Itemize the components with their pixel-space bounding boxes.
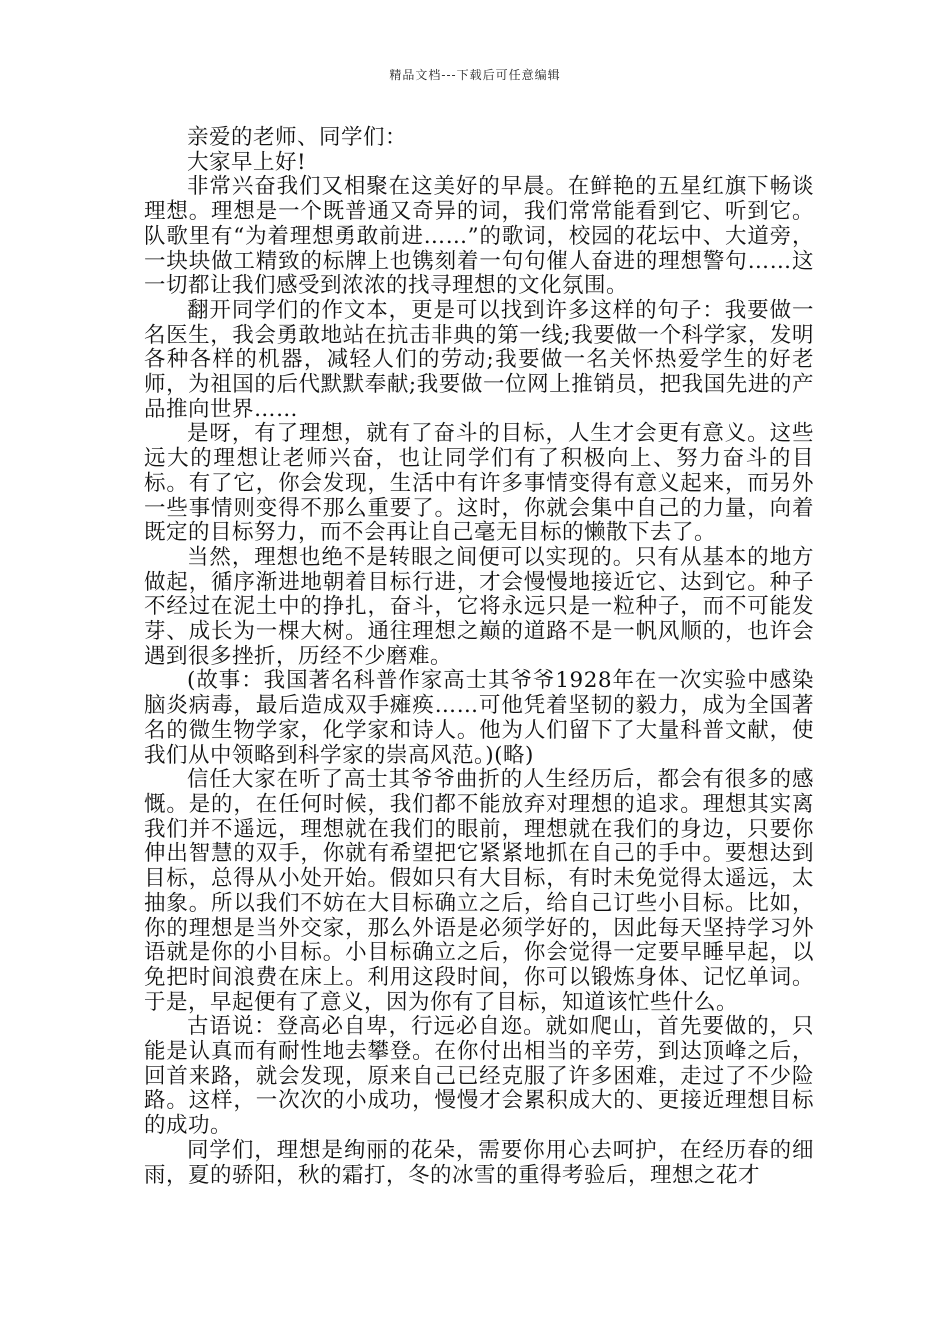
paragraph-3: 是呀，有了理想，就有了奋斗的目标，人生才会更有意义。这些远大的理想让老师兴奋，也让同学们有了积极向上、努力奋斗的目标。有了它，你会发现，生活中有许多事情变得有意义起来，而另外一些事情则变得不那么重要了。这时，你就会集中自己的力量，向着既定的目标努力，而不会再让自己毫无目标的懒散下去了。 [144, 421, 814, 546]
document-body [144, 126, 814, 1188]
page-header: 精品文档---下载后可任意编辑 [389, 68, 561, 82]
paragraph-1: 非常兴奋我们又相聚在这美好的早晨。在鲜艳的五星红旗下畅谈理想。理想是一个既普通又奇异的词，我们常常能看到它、听到它。队歌里有“为着理想勇敢前进……”的歌词，校园的花坛中、大道旁，一块块做工精致的标牌上也镌刻着一句句催人奋进的理想警句……这一切都让我们感受到浓浓的找寻理想的文化氛围。 [144, 174, 814, 299]
salutation: 亲爱的老师、同学们： [187, 125, 408, 150]
paragraph-story: (故事：我国著名科普作家高士其爷爷1928年在一次实验中感染脑炎病毒，最后造成双手瘫痪……可他凭着坚韧的毅力，成为全国著名的微生物学家，化学家和诗人。他为人们留下了大量科普文献，使我们从中领略到科学家的崇高风范。)(略) [144, 668, 814, 768]
paragraph-4: 当然，理想也绝不是转眼之间便可以实现的。只有从基本的地方做起，循序渐进地朝着目标行进，才会慢慢地接近它、达到它。种子不经过在泥土中的挣扎，奋斗，它将永远只是一粒种子，而不可能发芽、成长为一棵大树。通往理想之巅的道路不是一帆风顺的，也许会遇到很多挫折，历经不少磨难。 [144, 544, 814, 669]
paragraph-2: 翻开同学们的作文本，更是可以找到许多这样的句子：我要做一名医生，我会勇敢地站在抗击非典的第一线;我要做一个科学家，发明各种各样的机器，减轻人们的劳动;我要做一名关怀热爱学生的好老师，为祖国的后代默默奉献;我要做一位网上推销员，把我国先进的产品推向世界…… [144, 297, 814, 422]
paragraph-6: 古语说：登高必自卑，行远必自迩。就如爬山，首先要做的，只能是认真而有耐性地去攀登。在你付出相当的辛劳，到达顶峰之后，回首来路，就会发现，原来自己已经克服了许多困难，走过了不少险路。这样，一次次的小成功，慢慢才会累积成大的、更接近理想目标的成功。 [144, 1014, 814, 1139]
paragraph-7: 同学们，理想是绚丽的花朵，需要你用心去呵护，在经历春的细雨，夏的骄阳，秋的霜打，冬的冰雪的重得考验后，理想之花才 [144, 1137, 814, 1188]
greeting: 大家早上好! [187, 149, 307, 175]
paragraph-5: 信任大家在听了高士其爷爷曲折的人生经历后，都会有很多的感慨。是的，在任何时候，我们都不能放弃对理想的追求。理想其实离我们并不遥远，理想就在我们的眼前，理想就在我们的身边，只要你伸出智慧的双手，你就有希望把它紧紧地抓在自己的手中。要想达到目标，总得从小处开始。假如只有大目标，有时未免觉得太遥远，太抽象。所以我们不妨在大目标确立之后，给自己订些小目标。比如，你的理想是当外交家，那么外语是必须学好的，因此每天坚持学习外语就是你的小目标。小目标确立之后，你会觉得一定要早睡早起，以免把时间浪费在床上。利用这段时间，你可以锻炼身体、记忆单词。于是，早起便有了意义，因为你有了目标，知道该忙些什么。 [144, 767, 814, 1015]
